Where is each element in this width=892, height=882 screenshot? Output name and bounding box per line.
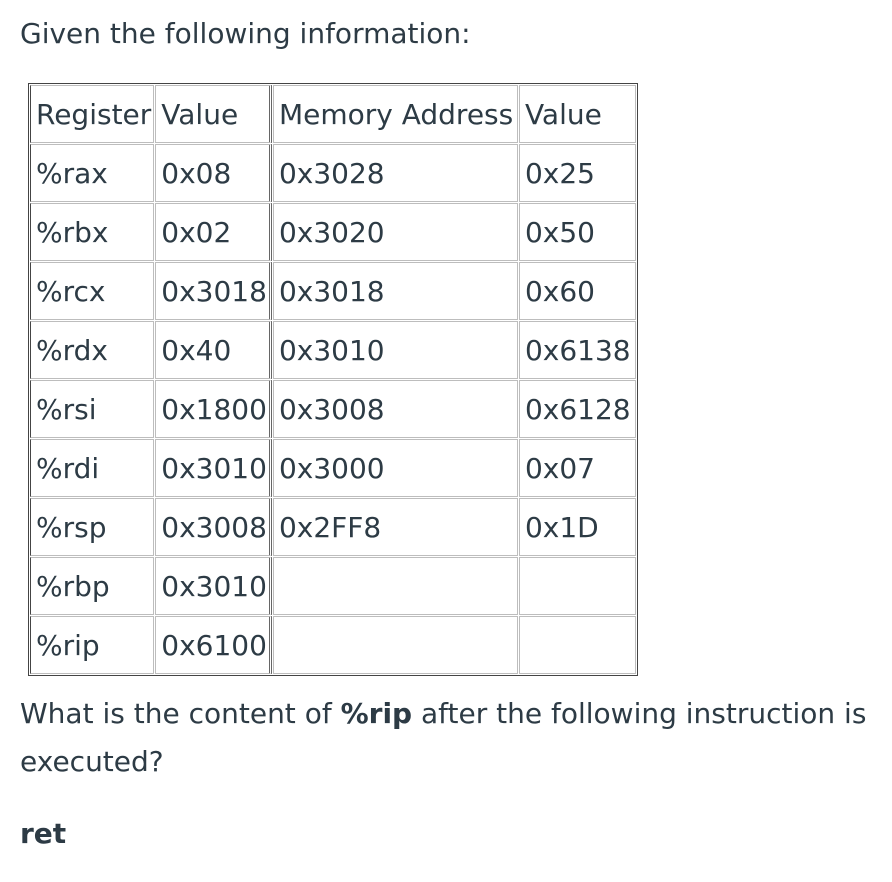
memory-address-cell: 0x3018 [273, 262, 518, 320]
table-row [30, 380, 636, 438]
question-register: %rip [340, 697, 413, 730]
question-after: after the following instruction is executed? [20, 697, 867, 778]
table-header-row [30, 85, 636, 143]
memory-address-cell [273, 557, 518, 615]
table-body [30, 144, 636, 674]
memory-address-cell: 0x3028 [273, 144, 518, 202]
register-value-cell: 0x02 [155, 203, 272, 261]
memory-address-cell: 0x2FF8 [273, 498, 518, 556]
register-value-cell: 0x3010 [155, 439, 272, 497]
register-memory-table [28, 83, 638, 676]
register-name-cell: %rcx [30, 262, 154, 320]
table-row [30, 203, 636, 261]
header-register: Register [30, 85, 154, 143]
register-name-cell: %rsi [30, 380, 154, 438]
register-name-cell: %rdi [30, 439, 154, 497]
table-row [30, 262, 636, 320]
memory-address-cell: 0x3008 [273, 380, 518, 438]
register-name-cell: %rbp [30, 557, 154, 615]
memory-address-cell: 0x3020 [273, 203, 518, 261]
register-value-cell: 0x6100 [155, 616, 272, 674]
table-row [30, 557, 636, 615]
memory-value-cell: 0x25 [519, 144, 636, 202]
memory-value-cell [519, 616, 636, 674]
table-row [30, 144, 636, 202]
register-value-cell: 0x3010 [155, 557, 272, 615]
register-value-cell: 0x3018 [155, 262, 272, 320]
memory-value-cell: 0x07 [519, 439, 636, 497]
table-row [30, 439, 636, 497]
memory-value-cell: 0x6128 [519, 380, 636, 438]
register-value-cell: 0x08 [155, 144, 272, 202]
register-value-cell: 0x3008 [155, 498, 272, 556]
memory-value-cell [519, 557, 636, 615]
register-name-cell: %rbx [30, 203, 154, 261]
header-register-value: Value [155, 85, 272, 143]
register-name-cell: %rip [30, 616, 154, 674]
memory-value-cell: 0x6138 [519, 321, 636, 379]
register-name-cell: %rax [30, 144, 154, 202]
register-value-cell: 0x1800 [155, 380, 272, 438]
register-name-cell: %rsp [30, 498, 154, 556]
register-value-cell: 0x40 [155, 321, 272, 379]
memory-address-cell: 0x3010 [273, 321, 518, 379]
table-row [30, 616, 636, 674]
memory-address-cell [273, 616, 518, 674]
header-memory-address: Memory Address [273, 85, 518, 143]
memory-value-cell: 0x1D [519, 498, 636, 556]
question-before: What is the content of [20, 697, 341, 730]
header-memory-value: Value [519, 85, 636, 143]
table-row [30, 498, 636, 556]
instruction-text: ret [20, 817, 67, 850]
table-row [30, 321, 636, 379]
register-name-cell: %rdx [30, 321, 154, 379]
question-text [20, 690, 880, 786]
memory-value-cell: 0x60 [519, 262, 636, 320]
intro-text: Given the following information: [20, 17, 471, 50]
memory-address-cell: 0x3000 [273, 439, 518, 497]
memory-value-cell: 0x50 [519, 203, 636, 261]
